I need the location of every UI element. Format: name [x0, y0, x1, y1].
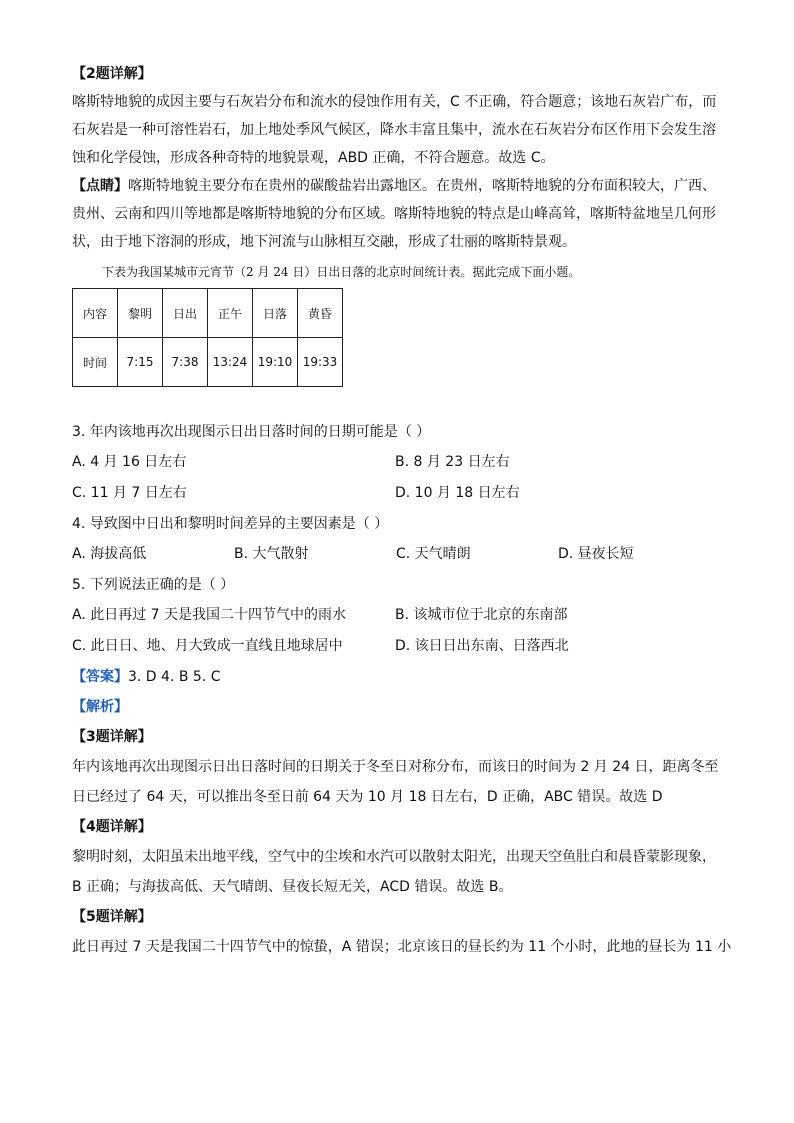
q5-detail-line: 此日再过 7 天是我国二十四节气中的惊蛰，A 错误；北京该日的昼长约为 11 个小时，此地的昼长为 11 小 [72, 939, 732, 955]
option: A. 4 月 16 日左右 [72, 454, 187, 470]
option-row [72, 600, 722, 631]
document-page [72, 60, 732, 962]
table-row [73, 338, 343, 387]
q3-detail-line: 日已经过了 64 天，可以推出冬至日前 64 天为 10 月 18 日左右，D 正确，ABC 错误。故选 D [72, 789, 663, 805]
tip-label: 【点睛】 [72, 178, 128, 194]
q5-detail-heading: 【5题详解】 [72, 909, 152, 925]
sunrise-sunset-table [72, 288, 343, 387]
q4-detail-line: B 正确；与海拔高低、天气晴朗、昼夜长短无关，ACD 错误。故选 B。 [72, 879, 513, 895]
option: B. 8 月 23 日左右 [395, 454, 510, 470]
option: A. 此日再过 7 天是我国二十四节气中的雨水 [72, 607, 347, 623]
option: B. 该城市位于北京的东南部 [395, 607, 568, 623]
tip-line: 状，由于地下溶洞的形成，地下河流与山脉相互交融，形成了壮丽的喀斯特景观。 [72, 234, 576, 250]
answer-line [72, 662, 722, 692]
table-cell: 时间 [73, 338, 118, 387]
table-cell: 19:10 [253, 338, 298, 387]
table-cell: 7:38 [163, 338, 208, 387]
option: D. 该日日出东南、日落西北 [395, 638, 569, 654]
table-row [73, 289, 343, 338]
table-cell: 19:33 [298, 338, 343, 387]
option: A. 海拔高低 [72, 546, 147, 562]
table-header-cell: 黄昏 [298, 289, 343, 338]
question-stem: 3. 年内该地再次出现图示日出日落时间的日期可能是（ ） [72, 424, 431, 440]
table-cell: 13:24 [208, 338, 253, 387]
tip-text: 喀斯特地貌主要分布在贵州的碳酸盐岩出露地区。在贵州，喀斯特地貌的分布面积较大，广西、 [128, 178, 716, 194]
option-row [72, 447, 722, 478]
tip-line [72, 172, 722, 200]
question-stem: 4. 导致图中日出和黎明时间差异的主要因素是（ ） [72, 516, 389, 532]
q2-detail-line: 蚀和化学侵蚀，形成各种奇特的地貌景观，ABD 正确，不符合题意。故选 C。 [72, 150, 555, 166]
option: C. 11 月 7 日左右 [72, 485, 187, 501]
option-row [72, 631, 722, 662]
table-cell: 7:15 [118, 338, 163, 387]
table-header-cell: 黎明 [118, 289, 163, 338]
table-intro: 下表为我国某城市元宵节（2 月 24 日）日出日落的北京时间统计表。据此完成下面小题。 [102, 265, 581, 279]
table-header-cell: 日出 [163, 289, 208, 338]
option-row [72, 478, 722, 509]
q2-detail-line: 石灰岩是一种可溶性岩石，加上地处季风气候区，降水丰富且集中，流水在石灰岩分布区作用下会发生溶 [72, 122, 716, 138]
option: C. 此日日、地、月大致成一直线且地球居中 [72, 638, 343, 654]
q4-detail-line: 黎明时刻，太阳虽未出地平线，空气中的尘埃和水汽可以散射太阳光，出现天空鱼肚白和晨昏蒙影现象， [72, 849, 716, 865]
option-row [72, 539, 722, 570]
option: B. 大气散射 [234, 546, 309, 562]
option: D. 10 月 18 日左右 [395, 485, 520, 501]
table-header-cell: 正午 [208, 289, 253, 338]
answer-text: 3. D 4. B 5. C [128, 669, 221, 685]
option: D. 昼夜长短 [558, 546, 634, 562]
analysis-label: 【解析】 [72, 699, 128, 715]
answer-label: 【答案】 [72, 669, 128, 685]
q3-detail-line: 年内该地再次出现图示日出日落时间的日期关于冬至日对称分布，而该日的时间为 2 月 24 日，距离冬至 [72, 759, 719, 775]
q3-detail-heading: 【3题详解】 [72, 729, 152, 745]
question-block [72, 417, 722, 662]
q2-detail-heading: 【2题详解】 [72, 66, 152, 82]
q2-detail-line: 喀斯特地貌的成因主要与石灰岩分布和流水的侵蚀作用有关，C 不正确，符合题意；该地石灰岩广布，而 [72, 94, 717, 110]
table-header-cell: 内容 [73, 289, 118, 338]
question-stem: 5. 下列说法正确的是（ ） [72, 577, 235, 593]
option: C. 天气晴朗 [396, 546, 471, 562]
table-header-cell: 日落 [253, 289, 298, 338]
tip-line: 贵州、云南和四川等地都是喀斯特地貌的分布区域。喀斯特地貌的特点是山峰高耸，喀斯特盆地呈几何形 [72, 206, 716, 222]
q4-detail-heading: 【4题详解】 [72, 819, 152, 835]
